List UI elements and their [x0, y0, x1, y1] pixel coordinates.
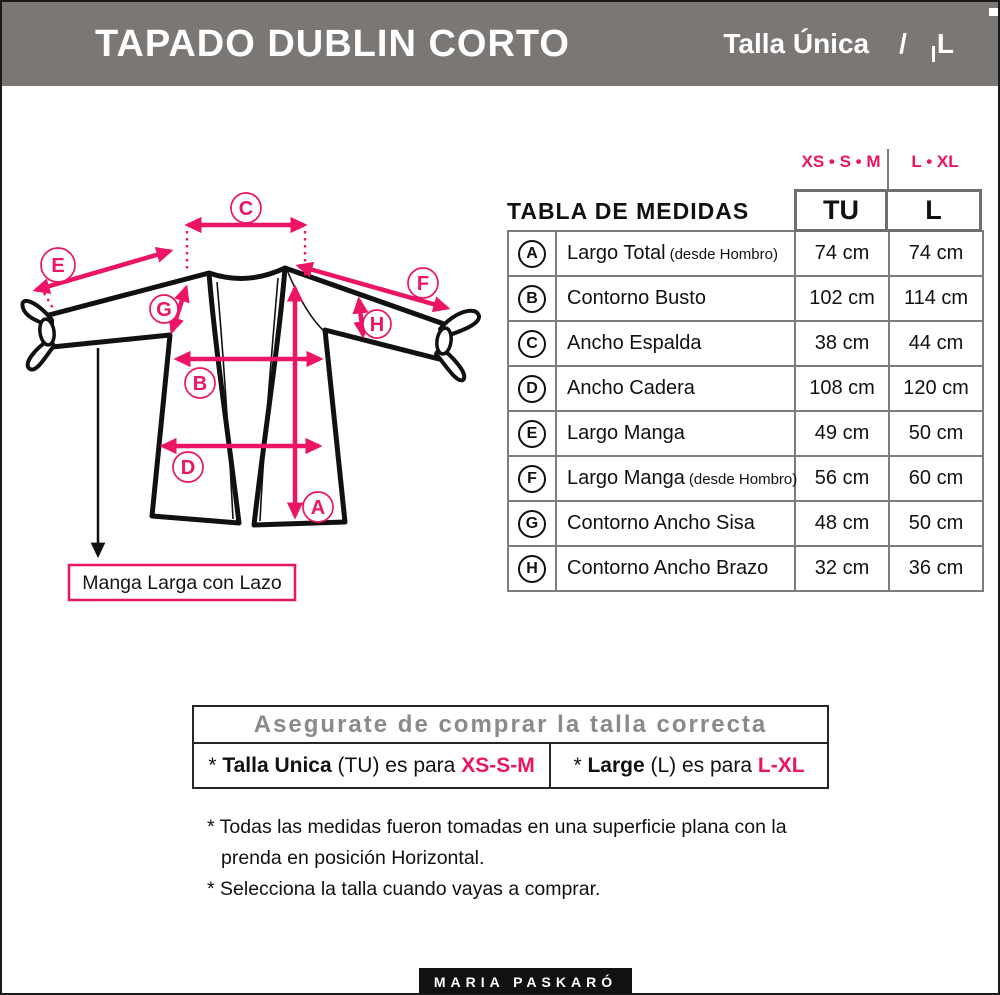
size-name: Large: [587, 753, 645, 777]
measure-label: Largo Manga: [567, 422, 685, 444]
cell-label: [556, 456, 798, 501]
cell-l: 44 cm: [889, 321, 983, 366]
size-primary-label: Talla Única: [723, 28, 870, 59]
cell-letter: [508, 231, 556, 276]
brand-footer: MARIA PASKARÓ: [419, 968, 632, 995]
cell-label: [556, 546, 795, 591]
size-advice-row: [194, 744, 827, 787]
letter-badge: G: [518, 510, 546, 538]
coat-drawing: [22, 268, 479, 525]
measure-label: Contorno Busto: [567, 287, 706, 309]
cell-l: 60 cm: [889, 456, 983, 501]
size-advice-title: Asegurate de comprar la talla correcta: [194, 707, 827, 744]
cell-l: 74 cm: [889, 231, 983, 276]
cell-label: [556, 231, 795, 276]
cell-label: [556, 501, 795, 546]
cell-letter: [508, 411, 556, 456]
table-row: [508, 321, 983, 366]
letter-badge: E: [518, 420, 546, 448]
size-divider: /: [899, 28, 907, 59]
cell-tu: 102 cm: [795, 276, 889, 321]
cell-letter: [508, 276, 556, 321]
letter-badge: H: [518, 555, 546, 583]
size-advice-right: [549, 744, 827, 787]
diagram-letter-D: D: [180, 457, 196, 479]
diagram-letter-E: E: [51, 255, 65, 277]
measure-label: Largo Total: [567, 242, 666, 264]
column-header-tu: TU: [794, 189, 888, 232]
coat-right-panel-and-sleeve: [254, 268, 446, 525]
cell-label: [556, 276, 795, 321]
cell-l: 120 cm: [889, 366, 983, 411]
letter-badge: B: [518, 285, 546, 313]
header-size-group: [723, 28, 954, 60]
table-column-headers: [794, 189, 982, 232]
table-row: [508, 501, 983, 546]
measure-label: Contorno Ancho Brazo: [567, 557, 769, 579]
table-title: TABLA DE MEDIDAS: [507, 198, 750, 224]
letter-badge: A: [518, 240, 546, 268]
measure-note: (desde Hombro): [688, 471, 798, 488]
page-title: TAPADO DUBLIN CORTO: [95, 22, 570, 65]
diagram-letter-B: B: [192, 373, 208, 395]
footnote-line: prenda en posición Horizontal.: [221, 847, 485, 869]
size-text: (TU) es para: [331, 753, 462, 777]
cell-letter: [508, 501, 556, 546]
measure-label: Ancho Espalda: [567, 332, 702, 354]
size-range: XS-S-M: [461, 753, 535, 777]
cell-l: 36 cm: [889, 546, 983, 591]
white-mark: [989, 8, 1000, 16]
size-range: L-XL: [757, 753, 805, 777]
cell-tu: 74 cm: [795, 231, 889, 276]
size-advice-left: [194, 744, 549, 787]
group-label-l: L • XL: [911, 152, 959, 171]
coat-left-panel-and-sleeve: [48, 273, 239, 523]
cell-letter: [508, 366, 556, 411]
cell-label: [556, 366, 795, 411]
cell-letter: [508, 321, 556, 366]
cell-tu: 32 cm: [795, 546, 889, 591]
cell-tu: 108 cm: [795, 366, 889, 411]
footnote-line: * Selecciona la talla cuando vayas a comprar.: [207, 878, 601, 900]
letter-badge: F: [518, 465, 546, 493]
footnote-line: * Todas las medidas fueron tomadas en una superficie plana con la: [207, 816, 787, 838]
measure-note: (desde Hombro): [669, 246, 778, 263]
header-bar: [2, 2, 998, 86]
measurements-table: [507, 230, 984, 592]
letter-badge: D: [518, 375, 546, 403]
white-mark: [932, 46, 935, 62]
letter-badge: C: [518, 330, 546, 358]
column-header-l: L: [888, 189, 982, 232]
table-row: [508, 231, 983, 276]
measure-label: Ancho Cadera: [567, 377, 695, 399]
cell-label: [556, 411, 795, 456]
size-text: (L) es para: [644, 753, 758, 777]
star: *: [208, 753, 223, 777]
diagram-letter-F: F: [416, 273, 430, 295]
table-row: [508, 276, 983, 321]
cell-tu: 48 cm: [795, 501, 889, 546]
cell-tu: 56 cm: [795, 456, 889, 501]
coat-back-neckline: [209, 268, 285, 278]
cell-l: 50 cm: [889, 501, 983, 546]
cell-l: 114 cm: [889, 276, 983, 321]
table-row: [508, 411, 983, 456]
callout-text: Manga Larga con Lazo: [82, 572, 282, 594]
size-secondary-label: L: [936, 28, 954, 59]
cell-tu: 38 cm: [795, 321, 889, 366]
size-name: Talla Unica: [222, 753, 332, 777]
dotted-drop-E: [44, 293, 54, 310]
cell-label: [556, 321, 795, 366]
table-row: [508, 366, 983, 411]
cell-tu: 49 cm: [795, 411, 889, 456]
diagram-letter-A: A: [310, 497, 326, 519]
diagram-letter-C: C: [238, 198, 254, 220]
footnotes: [207, 812, 867, 905]
size-advice-box: [192, 705, 829, 789]
cell-l: 50 cm: [889, 411, 983, 456]
star: *: [573, 753, 588, 777]
group-label-tu: XS • S • M: [801, 152, 881, 171]
measure-label: Largo Manga: [567, 467, 685, 489]
garment-diagram: [2, 92, 502, 622]
cell-letter: [508, 546, 556, 591]
table-row: [508, 546, 983, 591]
diagram-letter-G: G: [156, 299, 172, 321]
cell-letter: [508, 456, 556, 501]
measure-label: Contorno Ancho Sisa: [567, 512, 755, 534]
table-row: [508, 456, 983, 501]
diagram-letter-H: H: [369, 314, 385, 336]
group-divider-line: [887, 149, 889, 190]
